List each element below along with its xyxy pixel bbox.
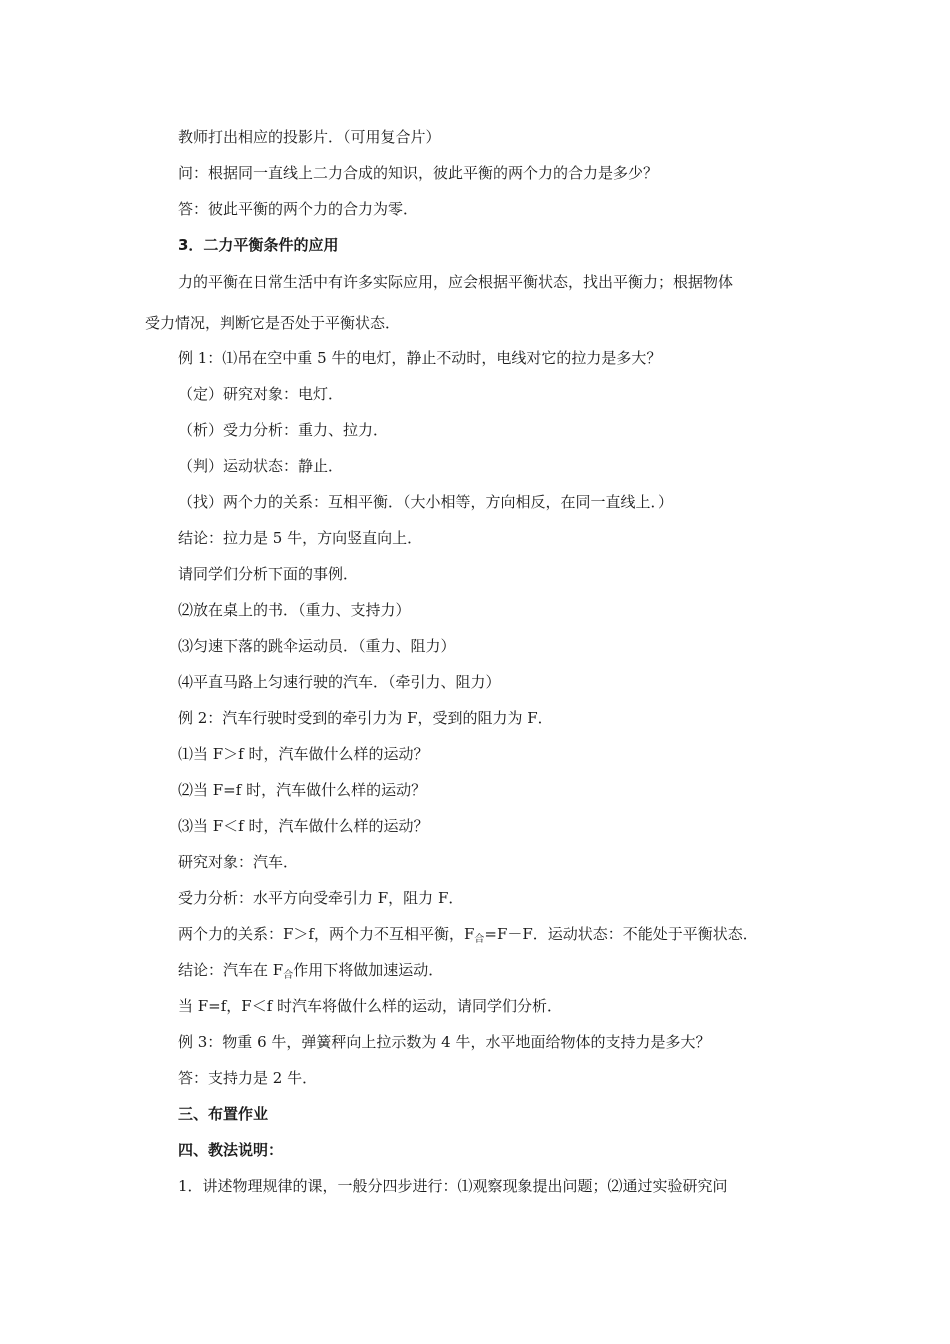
- paragraph-line: 当 F=f，F＜f 时汽车将做什么样的运动，请同学们分析．: [178, 997, 563, 1015]
- conclusion-text-end: 作用下将做加速运动．: [293, 961, 444, 979]
- paragraph-line: ⑶当 F＜f 时，汽车做什么样的运动？: [178, 817, 429, 835]
- answer-line: 答：彼此平衡的两个力的合力为零．: [178, 200, 419, 218]
- paragraph-line: 受力分析：水平方向受牵引力 F，阻力 F．: [178, 889, 464, 907]
- question-line: 问：根据同一直线上二力合成的知识，彼此平衡的两个力的合力是多少？: [178, 164, 659, 182]
- example-line: 例 1：⑴吊在空中重 5 牛的电灯，静止不动时，电线对它的拉力是多大？: [178, 349, 662, 367]
- section-heading: 四、教法说明：: [178, 1141, 284, 1159]
- paragraph-line: ⑵放在桌上的书．（重力、支持力）: [178, 601, 411, 619]
- example-line: 例 3：物重 6 牛，弹簧秤向上拉示数为 4 牛，水平地面给物体的支持力是多大？: [178, 1033, 711, 1051]
- example-line: 例 2：汽车行驶时受到的牵引力为 F，受到的阻力为 F．: [178, 709, 553, 727]
- conclusion-text: 结论：汽车在 F: [178, 961, 284, 979]
- paragraph-line: （判）运动状态：静止．: [178, 457, 344, 475]
- paragraph-line: 力的平衡在日常生活中有许多实际应用，应会根据平衡状态，找出平衡力；根据物体: [178, 273, 734, 291]
- relation-text: 两个力的关系：F＞f，两个力不互相平衡，F: [178, 925, 475, 943]
- paragraph-line: 受力情况，判断它是否处于平衡状态．: [145, 314, 401, 332]
- answer-line: 答：支持力是 2 牛．: [178, 1069, 318, 1087]
- paragraph-line: 1．讲述物理规律的课，一般分四步进行：⑴观察现象提出问题；⑵通过实验研究问: [178, 1177, 728, 1195]
- paragraph-line: ⑷平直马路上匀速行驶的汽车．（牵引力、阻力）: [178, 673, 501, 691]
- relation-text-end: =F－F．运动状态：不能处于平衡状态．: [484, 925, 758, 943]
- subscript-he: 合: [474, 934, 485, 945]
- paragraph-line: 请同学们分析下面的事例．: [178, 565, 359, 583]
- paragraph-line: 教师打出相应的投影片．（可用复合片）: [178, 128, 441, 146]
- conclusion-line: 结论：拉力是 5 牛，方向竖直向上．: [178, 529, 423, 547]
- relation-line: [178, 924, 758, 944]
- section-heading: 三、布置作业: [178, 1105, 269, 1123]
- subscript-he: 合: [283, 970, 294, 981]
- paragraph-line: ⑶匀速下落的跳伞运动员．（重力、阻力）: [178, 637, 456, 655]
- paragraph-line: （定）研究对象：电灯．: [178, 385, 344, 403]
- paragraph-line: （找）两个力的关系：互相平衡．（大小相等，方向相反，在同一直线上．）: [178, 493, 674, 511]
- conclusion-line: [178, 960, 443, 980]
- paragraph-line: ⑵当 F=f 时，汽车做什么样的运动？: [178, 781, 427, 799]
- paragraph-line: ⑴当 F＞f 时，汽车做什么样的运动？: [178, 745, 429, 763]
- paragraph-line: 研究对象：汽车．: [178, 853, 299, 871]
- paragraph-line: （析）受力分析：重力、拉力．: [178, 421, 389, 439]
- section-heading: 3．二力平衡条件的应用: [178, 236, 339, 254]
